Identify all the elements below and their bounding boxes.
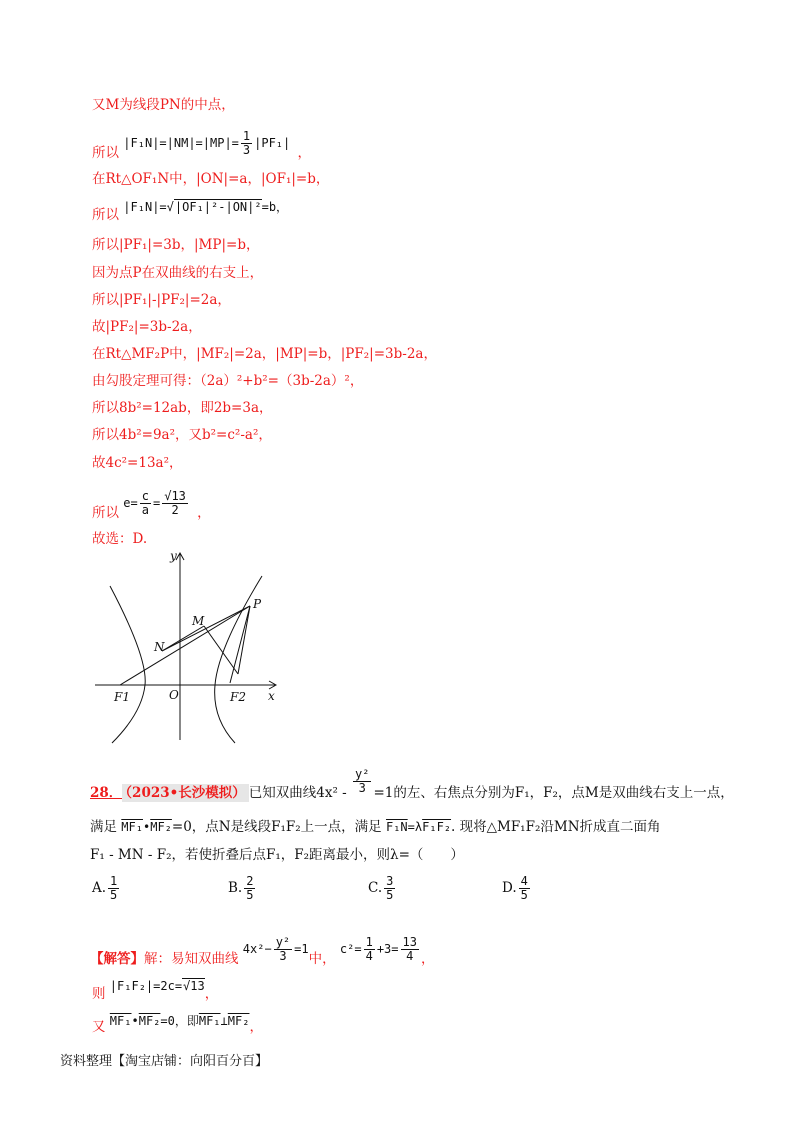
solution-line-2: 所以 |F₁N|=|NM|=|MP|= $\frac{1}{3}$ |PF₁| ， (92, 129, 311, 161)
choice-d[interactable]: D. $\frac{4}{5}$ (502, 874, 528, 902)
choice-b[interactable]: B. $\frac{2}{5}$ (228, 874, 254, 902)
line-p-f2b (230, 606, 250, 683)
fraction-y2-over-3: $\frac{\text{y²}}{3}$ (355, 767, 370, 795)
solution-line-5: 所以|PF₁|=3b，|MP|=b， (92, 237, 260, 253)
solution-line-6: 因为点P在双曲线的右支上， (92, 265, 264, 281)
answer-line-3: 又 MF₁•MF₂=0，即MF₁⊥MF₂， (92, 1014, 263, 1035)
line-m-f2 (204, 626, 238, 674)
formula-eccentricity: e= $\frac{c}{a}$ = $\frac{√13}{2}$ (123, 489, 186, 517)
solution-line-14: 所以 e= $\frac{c}{a}$ = $\frac{√13}{2}$ ， (92, 489, 211, 521)
question-line-2: 满足 MF₁•MF₂=0，点N是线段F₁F₂上一点，满足 F₁N=λF₁F₂. 现将△MF₁F₂沿MN折成直二面角 (90, 819, 661, 835)
solution-line-7: 所以|PF₁|-|PF₂|=2a， (92, 292, 231, 308)
formula-f1n-ratio: |F₁N|=|NM|=|MP|= $\frac{1}{3}$ |PF₁| (123, 129, 291, 157)
solution-line-8: 故|PF₂|=3b-2a， (92, 319, 202, 335)
label-p: P (253, 597, 262, 611)
question-source: （2023•长沙模拟） (122, 784, 248, 802)
page-footer: 资料整理【淘宝店铺：向阳百分百】 (60, 1054, 269, 1069)
solution-line-13: 故4c²=13a²， (92, 455, 183, 471)
question-line-3: F₁ - MN - F₂，若使折叠后点F₁，F₂距离最小，则λ=（ ） (90, 847, 464, 863)
formula-c-squared: c²= $\frac{1}{4}$ +3= $\frac{13}{4}$ (339, 935, 417, 963)
solution-line-10: 由勾股定理可得：（2a）²+b²=（3b-2a）²， (92, 373, 364, 389)
formula-f1n-sqrt: |F₁N|=√|OF₁|²-|ON|²=b， (123, 200, 289, 214)
label-o: O (169, 688, 179, 702)
choice-c[interactable]: C. $\frac{3}{5}$ (368, 874, 394, 902)
line-n-p (162, 606, 250, 651)
formula-hyperbola: 4x²− $\frac{\text{y²}}{3}$ =1 (242, 935, 309, 963)
choice-a[interactable]: A. $\frac{1}{5}$ (92, 874, 118, 902)
left-branch (110, 586, 145, 743)
solution-line-15: 故选：D. (92, 531, 148, 547)
solution-line-11: 所以8b²=12ab，即2b=3a， (92, 400, 273, 416)
answer-line-2: 则 |F₁F₂|=2c=√13， (92, 979, 219, 1002)
label-y: y (170, 549, 177, 563)
line-p-f2a (238, 606, 250, 674)
question-line-1: 28． （2023•长沙模拟） 已知双曲线4x² - $\frac{\text{y²}}{3}$ =1的左、右焦点分别为F₁，F₂，点M是双曲线右支上一点， (90, 767, 734, 801)
solution-line-3: 在Rt△OF₁N中，|ON|=a，|OF₁|=b， (92, 171, 330, 187)
label-m: M (192, 614, 205, 628)
solution-line-4: 所以 |F₁N|=√|OF₁|²-|ON|²=b， (92, 200, 289, 223)
label-x: x (268, 689, 275, 703)
question-number: 28． (90, 785, 123, 801)
solution-line-12: 所以4b²=9a²，又b²=c²-a²， (92, 427, 272, 443)
line-f1-p (120, 606, 250, 685)
hyperbola-figure (90, 548, 290, 748)
solution-line-9: 在Rt△MF₂P中，|MF₂|=2a，|MP|=b，|PF₂|=3b-2a， (92, 346, 437, 362)
label-f2: F2 (230, 690, 246, 704)
label-n: N (154, 640, 165, 654)
label-f1: F1 (114, 690, 130, 704)
solution-line-1: 又M为线段PN的中点， (92, 97, 235, 113)
answer-line-1: 【解答】解：易知双曲线 4x²− $\frac{\text{y²}}{3}$ =1中， c²= $\frac{1}{4}$ +3= $\frac{13}{4}$ ， (90, 935, 435, 967)
